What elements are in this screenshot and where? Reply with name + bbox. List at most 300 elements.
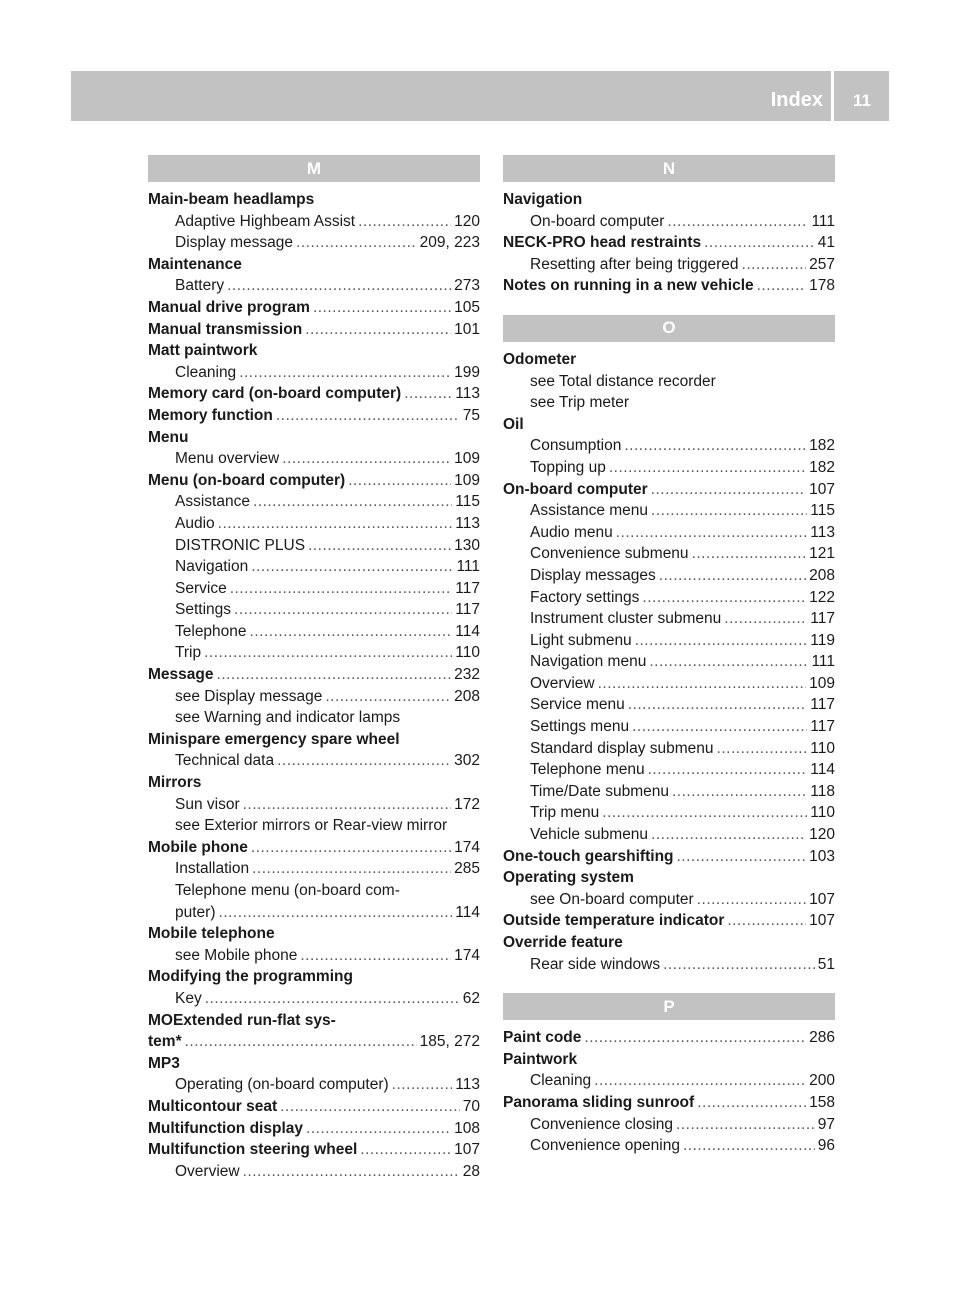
entry-page-ref[interactable]: 97 bbox=[817, 1115, 835, 1133]
entry-term: Modifying the programming bbox=[148, 968, 353, 986]
index-subentry bbox=[148, 686, 480, 708]
entry-page-ref[interactable]: 174 bbox=[454, 946, 480, 964]
entry-term: DISTRONIC PLUS bbox=[175, 536, 306, 554]
index-subentry bbox=[148, 448, 480, 470]
entry-page-ref[interactable]: 172 bbox=[454, 795, 480, 813]
header-band bbox=[71, 71, 889, 121]
index-subentry bbox=[148, 556, 480, 578]
entry-page-ref[interactable]: 121 bbox=[809, 545, 835, 563]
entry-term: Multifunction steering wheel bbox=[148, 1141, 358, 1159]
entry-term: Paintwork bbox=[503, 1050, 578, 1068]
entry-page-ref[interactable]: 101 bbox=[454, 320, 480, 338]
entry-term: Audio bbox=[175, 514, 215, 532]
entry-page-ref[interactable]: 75 bbox=[462, 406, 480, 424]
entry-page-ref[interactable]: 285 bbox=[454, 860, 480, 878]
entry-page-ref[interactable]: 109 bbox=[809, 674, 835, 692]
entry-page-ref[interactable]: 51 bbox=[817, 955, 835, 973]
entry-term: Message bbox=[148, 666, 214, 684]
leader-dots bbox=[280, 1096, 460, 1118]
index-subentry bbox=[503, 954, 835, 976]
entry-term: Service bbox=[175, 579, 227, 597]
leader-dots bbox=[663, 954, 815, 976]
leader-dots bbox=[672, 781, 807, 803]
index-subentry bbox=[148, 750, 480, 772]
index-entry bbox=[503, 349, 835, 371]
leader-dots bbox=[308, 535, 451, 557]
entry-term: Panorama sliding sunroof bbox=[503, 1093, 695, 1111]
entry-page-ref[interactable]: 113 bbox=[455, 1076, 480, 1094]
leader-dots bbox=[243, 1161, 460, 1183]
entry-page-ref[interactable]: 117 bbox=[810, 696, 835, 714]
entry-page-ref[interactable]: 107 bbox=[809, 480, 835, 498]
entry-page-ref[interactable]: 103 bbox=[809, 847, 835, 865]
index-entry bbox=[503, 1092, 835, 1114]
entry-page-ref[interactable]: 120 bbox=[454, 212, 480, 230]
entry-page-ref[interactable]: 110 bbox=[455, 644, 480, 662]
entry-term: Consumption bbox=[530, 437, 622, 455]
leader-dots bbox=[598, 673, 807, 695]
leader-dots bbox=[742, 254, 807, 276]
entry-term: Trip bbox=[175, 644, 202, 662]
entry-term: Multifunction display bbox=[148, 1119, 303, 1137]
entry-term: Settings menu bbox=[530, 718, 630, 736]
index-subentry bbox=[148, 858, 480, 880]
index-entry bbox=[503, 867, 835, 889]
entry-term: Audio menu bbox=[530, 523, 613, 541]
entry-term: tem* bbox=[148, 1033, 182, 1051]
leader-dots bbox=[727, 910, 806, 932]
leader-dots bbox=[282, 448, 451, 470]
section-gap bbox=[503, 975, 835, 993]
entry-term: Resetting after being triggered bbox=[530, 255, 739, 273]
entry-term: see Warning and indicator lamps bbox=[175, 709, 401, 727]
entry-term: Topping up bbox=[530, 458, 606, 476]
leader-dots bbox=[704, 232, 815, 254]
leader-dots bbox=[239, 362, 451, 384]
leader-dots bbox=[677, 846, 807, 868]
index-subentry bbox=[148, 211, 480, 233]
index-subentry bbox=[503, 608, 835, 630]
index-column-right bbox=[503, 155, 835, 1157]
entry-page-ref[interactable]: 70 bbox=[462, 1097, 480, 1115]
page-number: 11 bbox=[853, 91, 871, 110]
index-entry bbox=[148, 470, 480, 492]
entry-term: Adaptive Highbeam Assist bbox=[175, 212, 356, 230]
index-subentry bbox=[503, 543, 835, 565]
leader-dots bbox=[594, 1070, 806, 1092]
index-entry bbox=[148, 189, 480, 211]
entry-term: see Trip meter bbox=[530, 394, 630, 412]
index-subentry bbox=[503, 254, 835, 276]
index-subentry bbox=[148, 1074, 480, 1096]
entry-term: Navigation menu bbox=[530, 653, 647, 671]
index-entry bbox=[148, 1010, 480, 1032]
entry-page-ref[interactable]: 117 bbox=[455, 601, 480, 619]
index-subentry bbox=[148, 815, 480, 837]
index-subentry bbox=[503, 500, 835, 522]
entry-term: Time/Date submenu bbox=[530, 782, 669, 800]
index-subentry bbox=[148, 535, 480, 557]
leader-dots bbox=[651, 479, 806, 501]
entry-term: Display message bbox=[175, 234, 294, 252]
entry-term: Menu bbox=[148, 428, 189, 446]
entry-term: Light submenu bbox=[530, 631, 632, 649]
entry-page-ref[interactable]: 107 bbox=[809, 912, 835, 930]
index-entry bbox=[503, 414, 835, 436]
entry-term: Maintenance bbox=[148, 255, 242, 273]
index-subentry bbox=[148, 232, 480, 254]
entry-term: Matt paintwork bbox=[148, 342, 258, 360]
index-subentry bbox=[503, 889, 835, 911]
index-entry bbox=[148, 319, 480, 341]
index-subentry bbox=[148, 1161, 480, 1183]
index-entry bbox=[503, 479, 835, 501]
index-entry bbox=[148, 837, 480, 859]
index-subentry bbox=[148, 988, 480, 1010]
leader-dots bbox=[360, 1139, 451, 1161]
entry-page-ref[interactable]: 286 bbox=[809, 1029, 835, 1047]
index-entry bbox=[503, 932, 835, 954]
section-gap bbox=[503, 297, 835, 315]
entry-page-ref[interactable]: 208 bbox=[454, 687, 480, 705]
index-entry bbox=[148, 383, 480, 405]
entry-term: Telephone menu bbox=[530, 761, 645, 779]
index-subentry bbox=[148, 491, 480, 513]
entry-term: Overview bbox=[530, 674, 595, 692]
leader-dots bbox=[251, 837, 451, 859]
index-subentry bbox=[148, 880, 480, 902]
entry-term: Main-beam headlamps bbox=[148, 191, 315, 208]
entry-term: Sun visor bbox=[175, 795, 240, 813]
entry-page-ref[interactable]: 185, 272 bbox=[419, 1033, 480, 1051]
entry-page-ref[interactable]: 114 bbox=[455, 622, 480, 640]
index-entry bbox=[148, 772, 480, 794]
index-entry bbox=[503, 1027, 835, 1049]
index-subentry bbox=[148, 599, 480, 621]
leader-dots bbox=[697, 889, 806, 911]
entry-page-ref[interactable]: 110 bbox=[810, 804, 835, 822]
entry-page-ref[interactable]: 257 bbox=[809, 255, 835, 273]
entry-term: Display messages bbox=[530, 566, 656, 584]
leader-dots bbox=[649, 651, 808, 673]
index-entry bbox=[503, 1049, 835, 1071]
leader-dots bbox=[296, 232, 417, 254]
leader-dots bbox=[358, 211, 451, 233]
entry-term: Service menu bbox=[530, 696, 625, 714]
entry-term: Menu (on-board computer) bbox=[148, 471, 346, 489]
section-letter-m: M bbox=[148, 155, 480, 182]
leader-dots bbox=[676, 1114, 815, 1136]
entry-term: see On-board computer bbox=[530, 890, 694, 908]
header-divider bbox=[831, 71, 834, 121]
index-subentry bbox=[503, 716, 835, 738]
index-subentry bbox=[503, 371, 835, 393]
index-subentry bbox=[503, 587, 835, 609]
index-entry bbox=[148, 254, 480, 276]
entry-term: puter) bbox=[175, 903, 216, 921]
index-subentry bbox=[148, 945, 480, 967]
entry-term: Telephone menu (on-board com- bbox=[175, 882, 400, 899]
index-subentry bbox=[148, 707, 480, 729]
entry-term: Assistance bbox=[175, 493, 250, 511]
index-entry bbox=[148, 405, 480, 427]
entry-term: Notes on running in a new vehicle bbox=[503, 277, 754, 295]
index-entry bbox=[148, 966, 480, 988]
index-subentry bbox=[503, 738, 835, 760]
entry-page-ref[interactable]: 28 bbox=[462, 1162, 480, 1180]
entry-page-ref[interactable]: 111 bbox=[811, 212, 835, 230]
index-subentry bbox=[148, 362, 480, 384]
entry-term: see Total distance recorder bbox=[530, 372, 716, 390]
leader-dots bbox=[251, 556, 453, 578]
leader-dots bbox=[651, 824, 806, 846]
entry-term: Mirrors bbox=[148, 774, 202, 792]
entry-term: see Display message bbox=[175, 687, 323, 705]
leader-dots bbox=[230, 578, 453, 600]
entry-term: NECK-PRO head restraints bbox=[503, 234, 702, 252]
entry-term: Manual drive program bbox=[148, 298, 310, 316]
index-subentry bbox=[503, 435, 835, 457]
index-entry bbox=[148, 664, 480, 686]
entry-term: Memory card (on-board computer) bbox=[148, 385, 402, 403]
index-subentry bbox=[503, 1135, 835, 1157]
entry-page-ref[interactable]: 96 bbox=[817, 1137, 835, 1155]
leader-dots bbox=[717, 738, 808, 760]
entry-term: Oil bbox=[503, 415, 524, 433]
entry-term: Operating system bbox=[503, 869, 634, 887]
entry-term: Installation bbox=[175, 860, 250, 878]
section-letter-p: P bbox=[503, 993, 835, 1020]
index-entry bbox=[503, 232, 835, 254]
entry-page-ref[interactable]: 302 bbox=[454, 752, 480, 770]
entry-term: Convenience closing bbox=[530, 1115, 674, 1133]
leader-dots bbox=[683, 1135, 815, 1157]
entry-page-ref[interactable]: 111 bbox=[811, 653, 835, 671]
index-entry bbox=[503, 846, 835, 868]
index-subentry bbox=[148, 513, 480, 535]
leader-dots bbox=[219, 902, 453, 924]
entry-term: Assistance menu bbox=[530, 502, 649, 520]
index-subentry bbox=[503, 824, 835, 846]
entry-page-ref[interactable]: 114 bbox=[810, 761, 835, 779]
leader-dots bbox=[392, 1074, 453, 1096]
entry-term: On-board computer bbox=[503, 480, 648, 498]
index-subentry bbox=[503, 651, 835, 673]
entry-term: Mobile telephone bbox=[148, 925, 275, 943]
section-letter-o: O bbox=[503, 315, 835, 342]
entry-page-ref[interactable]: 273 bbox=[454, 277, 480, 295]
leader-dots bbox=[632, 716, 807, 738]
entry-page-ref[interactable]: 182 bbox=[809, 458, 835, 476]
index-entry bbox=[148, 1139, 480, 1161]
index-subentry bbox=[503, 694, 835, 716]
entry-term: see Exterior mirrors or Rear-view mirror bbox=[175, 817, 448, 835]
entry-page-ref[interactable]: 120 bbox=[809, 826, 835, 844]
index-subentry bbox=[503, 781, 835, 803]
page-title: Index bbox=[770, 89, 823, 111]
leader-dots bbox=[252, 858, 451, 880]
leader-dots bbox=[243, 794, 452, 816]
entry-term: Telephone bbox=[175, 622, 247, 640]
leader-dots bbox=[697, 1092, 806, 1114]
section-letter-n: N bbox=[503, 155, 835, 182]
index-entry bbox=[148, 1096, 480, 1118]
entry-term: Odometer bbox=[503, 350, 577, 368]
index-subentry bbox=[148, 642, 480, 664]
entry-page-ref[interactable]: 117 bbox=[455, 579, 480, 597]
entry-term: Trip menu bbox=[530, 804, 600, 822]
entry-page-ref[interactable]: 111 bbox=[456, 558, 480, 576]
entry-term: Manual transmission bbox=[148, 320, 303, 338]
leader-dots bbox=[216, 664, 451, 686]
entry-term: Vehicle submenu bbox=[530, 826, 649, 844]
entry-page-ref[interactable]: 113 bbox=[810, 523, 835, 541]
entry-page-ref[interactable]: 182 bbox=[809, 437, 835, 455]
index-subentry bbox=[503, 392, 835, 414]
leader-dots bbox=[584, 1027, 806, 1049]
entry-page-ref[interactable]: 117 bbox=[810, 610, 835, 628]
entry-term: Cleaning bbox=[530, 1072, 592, 1090]
index-subentry bbox=[503, 565, 835, 587]
entry-term: Standard display submenu bbox=[530, 739, 714, 757]
leader-dots bbox=[602, 802, 807, 824]
leader-dots bbox=[628, 694, 808, 716]
leader-dots bbox=[624, 435, 806, 457]
entry-page-ref[interactable]: 117 bbox=[810, 718, 835, 736]
leader-dots bbox=[692, 543, 807, 565]
leader-dots bbox=[659, 565, 806, 587]
entry-page-ref[interactable]: 199 bbox=[454, 363, 480, 381]
entry-term: Key bbox=[175, 989, 202, 1007]
entry-term: Factory settings bbox=[530, 588, 640, 606]
leader-dots bbox=[667, 211, 808, 233]
entry-page-ref[interactable]: 118 bbox=[810, 782, 835, 800]
entry-page-ref[interactable]: 105 bbox=[454, 298, 480, 316]
entry-page-ref[interactable]: 107 bbox=[809, 890, 835, 908]
leader-dots bbox=[204, 642, 452, 664]
index-entry bbox=[148, 729, 480, 751]
leader-dots bbox=[276, 405, 460, 427]
entry-page-ref[interactable]: 107 bbox=[454, 1141, 480, 1159]
entry-page-ref[interactable]: 200 bbox=[809, 1072, 835, 1090]
index-column-left bbox=[148, 155, 480, 1182]
entry-term: Cleaning bbox=[175, 363, 237, 381]
leader-dots bbox=[642, 587, 806, 609]
entry-term: Instrument cluster submenu bbox=[530, 610, 722, 628]
entry-page-ref[interactable]: 115 bbox=[455, 493, 480, 511]
leader-dots bbox=[404, 383, 452, 405]
entry-term: Settings bbox=[175, 601, 232, 619]
entry-term: Multicontour seat bbox=[148, 1097, 278, 1115]
index-subentry bbox=[503, 457, 835, 479]
entry-term: Minispare emergency spare wheel bbox=[148, 730, 400, 748]
entry-page-ref[interactable]: 174 bbox=[454, 838, 480, 856]
index-subentry bbox=[503, 522, 835, 544]
entry-term: Outside temperature indicator bbox=[503, 912, 725, 930]
entry-page-ref[interactable]: 113 bbox=[455, 385, 480, 403]
leader-dots bbox=[227, 275, 451, 297]
leader-dots bbox=[185, 1031, 417, 1053]
entry-page-ref[interactable]: 115 bbox=[810, 502, 835, 520]
entry-term: MP3 bbox=[148, 1054, 180, 1072]
leader-dots bbox=[616, 522, 808, 544]
entry-term: Navigation bbox=[175, 558, 249, 576]
index-subentry bbox=[148, 275, 480, 297]
leader-dots bbox=[757, 275, 807, 297]
entry-page-ref[interactable]: 41 bbox=[817, 234, 835, 252]
entry-page-ref[interactable]: 158 bbox=[809, 1093, 835, 1111]
entry-term: Convenience submenu bbox=[530, 545, 689, 563]
index-entry bbox=[148, 1118, 480, 1140]
leader-dots bbox=[300, 945, 451, 967]
leader-dots bbox=[253, 491, 452, 513]
index-subentry bbox=[148, 578, 480, 600]
leader-dots bbox=[205, 988, 460, 1010]
entry-page-ref[interactable]: 119 bbox=[810, 631, 835, 649]
index-subentry bbox=[148, 794, 480, 816]
leader-dots bbox=[325, 686, 451, 708]
index-entry bbox=[148, 1031, 480, 1053]
entry-page-ref[interactable]: 130 bbox=[454, 536, 480, 554]
entry-term: Operating (on-board computer) bbox=[175, 1076, 389, 1094]
entry-page-ref[interactable]: 208 bbox=[809, 566, 835, 584]
entry-term: Overview bbox=[175, 1162, 240, 1180]
index-entry bbox=[148, 427, 480, 449]
entry-page-ref[interactable]: 62 bbox=[462, 989, 480, 1007]
entry-term: Menu overview bbox=[175, 450, 280, 468]
leader-dots bbox=[277, 750, 451, 772]
entry-page-ref[interactable]: 122 bbox=[809, 588, 835, 606]
entry-term: Technical data bbox=[175, 752, 275, 770]
entry-term: see Mobile phone bbox=[175, 946, 298, 964]
entry-page-ref[interactable]: 108 bbox=[454, 1119, 480, 1137]
index-subentry bbox=[503, 1070, 835, 1092]
entry-page-ref[interactable]: 178 bbox=[809, 277, 835, 295]
leader-dots bbox=[218, 513, 453, 535]
entry-page-ref[interactable]: 232 bbox=[454, 666, 480, 684]
entry-term: Mobile phone bbox=[148, 838, 248, 856]
leader-dots bbox=[651, 500, 807, 522]
entry-term: Memory function bbox=[148, 406, 273, 424]
leader-dots bbox=[313, 297, 451, 319]
index-entry bbox=[503, 910, 835, 932]
entry-page-ref[interactable]: 110 bbox=[810, 739, 835, 757]
leader-dots bbox=[234, 599, 452, 621]
entry-term: Override feature bbox=[503, 934, 623, 951]
entry-term: Navigation bbox=[503, 191, 583, 208]
entry-term: One-touch gearshifting bbox=[503, 847, 674, 865]
entry-page-ref[interactable]: 113 bbox=[455, 514, 480, 532]
entry-page-ref[interactable]: 109 bbox=[454, 471, 480, 489]
entry-page-ref[interactable]: 114 bbox=[455, 903, 480, 921]
leader-dots bbox=[724, 608, 807, 630]
index-entry bbox=[148, 1053, 480, 1075]
index-entry bbox=[148, 340, 480, 362]
entry-page-ref[interactable]: 209, 223 bbox=[419, 234, 480, 252]
index-subentry bbox=[503, 1114, 835, 1136]
index-entry bbox=[148, 297, 480, 319]
index-subentry bbox=[503, 211, 835, 233]
entry-term: Battery bbox=[175, 277, 225, 295]
index-entry bbox=[503, 275, 835, 297]
leader-dots bbox=[635, 630, 808, 652]
entry-page-ref[interactable]: 109 bbox=[454, 450, 480, 468]
entry-term: Rear side windows bbox=[530, 955, 661, 973]
leader-dots bbox=[648, 759, 808, 781]
leader-dots bbox=[250, 621, 453, 643]
index-subentry bbox=[503, 673, 835, 695]
entry-term: On-board computer bbox=[530, 212, 665, 230]
